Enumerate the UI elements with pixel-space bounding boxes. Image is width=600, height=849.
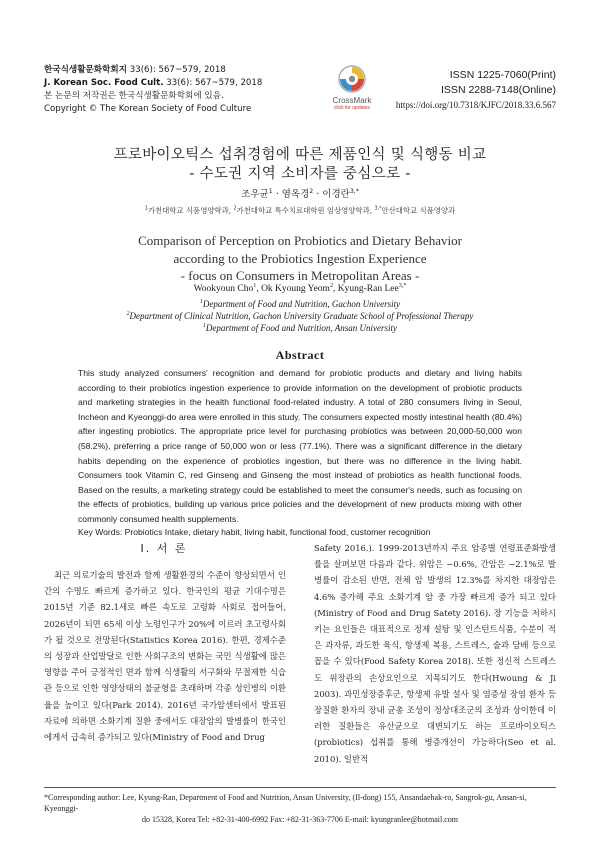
affil-english-3-line: [0, 322, 600, 334]
author-korean-2-sup: 2: [309, 187, 314, 195]
crossmark-badge[interactable]: [328, 64, 376, 111]
author-korean-1-sup: 1: [268, 187, 273, 195]
affil-korean-1-sup: 1: [144, 206, 148, 212]
affil-korean-1: 가천대학교 식품영양학과,: [147, 206, 234, 215]
journal-en-name: J. Korean Soc. Food Cult.: [44, 78, 164, 88]
journal-en-cite: 33(6): 567~579, 2018: [163, 78, 263, 88]
issn-print: ISSN 1225-7060(Print): [449, 69, 556, 81]
title-english-line1: Comparison of Perception on Probiotics and Dietary Behavior: [138, 233, 462, 248]
author-korean-3: 이경란: [322, 189, 350, 200]
affil-korean-2-sup: 2: [233, 206, 237, 212]
journal-header: [44, 64, 262, 116]
affil-korean-2: 가천대학교 특수치료대학원 임상영양학과,: [236, 206, 375, 215]
authors-korean: [0, 186, 600, 200]
footnote-divider: [44, 787, 556, 788]
author-english-1: Wookyoun Cho: [193, 284, 254, 294]
author-korean-3-sup: 3,*: [349, 187, 359, 195]
journal-kr-line: [44, 64, 262, 77]
footnote-line2: do 15328, Korea Tel: +82-31-400-6992 Fax: +82-31-363-7706 E-mail: kyungranlee@hotmail.com: [141, 815, 459, 824]
affil-korean-3-sup: 3,*: [374, 206, 382, 212]
keywords: Key Words: Probiotics Intake, dietary habit, living habit, functional food, customer recognition: [78, 527, 431, 537]
intro-paragraph-right: Safety 2016.). 1999-2013년까지 주요 암종별 연령표준화발생률을 살펴보면 다음과 같다. 위암은 −0.6%, 간암은 −2.1%로 발병률이 감소된 반면, 전체 암 발생의 12.3%를 차지한 대장암은 4.6% 증가해 주요 소화기계 암 중 가장 빠르게 증가 되고 있다(Ministry of Food and Drug Satety 2016). 장 기능을 저하시키는 요인들은 대표적으로 정제 설탕 및 인스턴트식품, 수분이 적은 과자류, 과도한 육식, 항생제 복용, 스트레스, 술과 담배 등으로 꼽을 수 있다(Food Safety Korea 2018). 또한 정신적 스트레스도 위장관의 손상요인으로 지목되기도 한다(Hwoung & Ji 2003). 과민성장증후군, 항생제 유발 설사 및 염증성 장염 환자 등 장질환 환자의 장내 균총 조성이 정상대조군의 조성과 상이한데 이러한 질환들은 유산균으로 대변되기도 하는 프로바이오틱스(probiotics) 섭취를 통해 병증개선이 가능하다(Seo et al. 2010). 일반적: [314, 543, 556, 764]
copyright-notice: Copyright © The Korean Society of Food Culture: [44, 104, 252, 114]
journal-kr-cite: 33(6): 567~579, 2018: [127, 65, 226, 75]
crossmark-sublabel: click for updates: [333, 105, 371, 111]
author-separator: ·: [316, 189, 320, 200]
affil-english-1-line: [0, 298, 600, 310]
author-english-3-sup: 3,*: [398, 282, 407, 289]
crossmark-label: CrossMark: [332, 96, 372, 105]
abstract-heading: Abstract: [275, 348, 325, 362]
issn-block: [396, 68, 556, 113]
corresponding-author-footnote: [44, 792, 556, 825]
affil-english-3: Department of Food and Nutrition, Ansan University: [205, 323, 397, 333]
copyright-notice-kr: 본 논문의 저작권은 한국식생활문화학회에 있음.: [44, 91, 224, 101]
affil-english-2-line: [0, 310, 600, 322]
journal-kr-name: 한국식생활문화학회지: [44, 65, 128, 75]
author-korean-1: 조우균: [241, 189, 269, 200]
title-korean-line2: - 수도권 지역 소비자를 중심으로 -: [189, 166, 411, 182]
footnote-line1: *Corresponding author: Lee, Kyung-Ran, Department of Food and Nutrition, Ansan University, (Il-dong) 155, Ansandaehak-ro, Sangrok-gu, Ansan-si, Kyeonggi-: [44, 793, 527, 813]
abstract-body: This study analyzed consumers' recognition and demand for probiotic products and dietary and living habits according to their probiotics ingestion experience to provide information on the development of probiotic products and marketing strategies in the health functional food-related industry. A total of 280 consumers living in Seoul, Incheon and Kyeonggi-do area were enrolled in this study. The consumers expected mostly intestinal health (80.4%) after ingesting probiotics. The appropriate price level for purchasing probiotics was between 20,000-50,000 won (58.2%), preferring a price range of 50,000 won or less (77.1%). There was a significant difference in the dietary habits depending on the experience of probiotics ingestion, but there was no difference in the living habit. Consumers took Vitamin C, red Ginseng and Ginseng the most instead of probiotics as health functional foods. Based on the results, a marketing strategy could be established to meet the consumer's needs, such as focusing on the effects of probiotics, building up various price policies and the development of new products mixing with other commonly consumed health supplements.: [78, 368, 522, 524]
affil-english-2-sup: 2: [126, 311, 130, 317]
journal-en-line: [44, 77, 262, 90]
title-korean-line1: 프로바이오틱스 섭취경험에 따른 제품인식 및 식행동 비교: [113, 147, 487, 163]
author-separator: ,: [333, 284, 338, 294]
affil-english-2: Department of Clinical Nutrition, Gachon University Graduate School of Professional Therapy: [129, 311, 474, 321]
affiliations-english: [0, 298, 600, 334]
affiliations-korean: [0, 205, 600, 216]
author-separator: ·: [275, 189, 279, 200]
crossmark-icon: [337, 64, 367, 94]
author-english-2-sup: 2: [329, 282, 334, 289]
body-column-right: [314, 540, 556, 767]
author-separator: ,: [256, 284, 262, 294]
author-english-3: Kyung-Ran Lee: [337, 284, 399, 294]
issn-online: ISSN 2288-7148(Online): [441, 84, 556, 96]
affil-english-1: Department of Food and Nutrition, Gachon University: [202, 299, 401, 309]
authors-english: [0, 284, 600, 294]
author-english-1-sup: 1: [253, 282, 257, 289]
title-korean: [0, 146, 600, 184]
title-english: [0, 232, 600, 285]
intro-paragraph-left: 최근 의료기술의 발전과 함께 생활환경의 수준이 향상되면서 인간의 수명도 빠르게 증가하고 있다. 한국인의 평균 기대수명은 2015년 기준 82.1세로 빠른 속도로 고령화 사회로 접어들어, 2026년이 되면 65세 이상 노령인구가 20%에 이르러 초고령사회가 될 것으로 전망된다(Statistics Korea 2016). 한편, 경제수준의 성장과 산업발달로 인한 사회구조의 변화는 국민 식생활에 많은 영향을 주어 긍정적인 면과 함께 식생활의 서구화와 무절제한 식습관 등으로 인한 영양상태의 불균형을 초래하며 각종 성인병의 이환율을 높이고 있다(Park 2014). 2016년 국가암센터에서 발표된 자료에 의하면 소화기계 질환 중에서도 대장암의 발병률이 한국인에게서 급속히 증가되고 있다(Ministry of Food and Drug: [44, 570, 286, 743]
affil-english-1-sup: 1: [199, 299, 203, 305]
section-heading-introduction: Ⅰ. 서 론: [140, 542, 188, 555]
doi-link[interactable]: https://doi.org/10.7318/KJFC/2018.33.6.567: [395, 100, 556, 110]
affil-english-3-sup: 1: [203, 323, 206, 329]
body-column-left: [44, 567, 286, 745]
author-english-2: Ok Kyoung Yeom: [261, 284, 330, 294]
title-english-line2: according to the Probiotics Ingestion Experience: [173, 250, 427, 266]
title-english-line3: - focus on Consumers in Metropolitan Areas -: [180, 268, 420, 283]
affil-korean-3: 안산대학교 식품영양과: [381, 206, 456, 215]
author-korean-2: 염옥경: [281, 189, 310, 200]
